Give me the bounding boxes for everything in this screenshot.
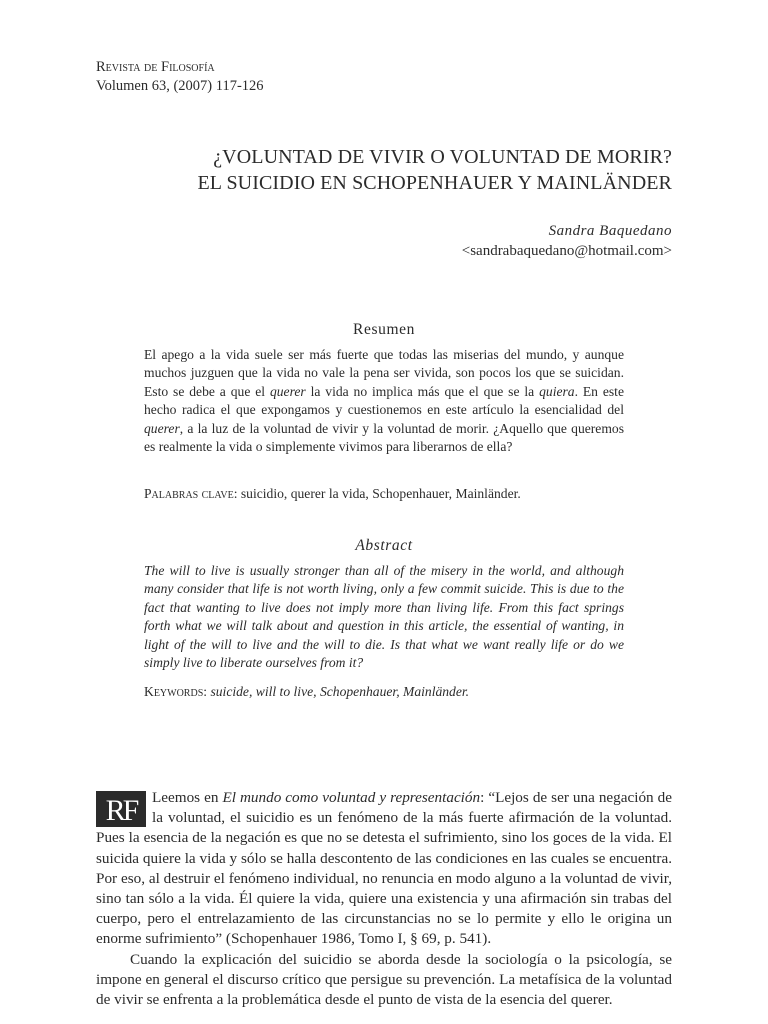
resumen-emphasis-3: querer [144,420,180,436]
title-line-1: ¿VOLUNTAD DE VIVIR O VOLUNTAD DE MORIR? [213,146,672,168]
body-paragraph-1-a: Leemos en [152,789,223,806]
author-name: Sandra Baquedano [548,223,672,239]
resumen-heading: Resumen [353,321,415,338]
article-body [96,788,672,1010]
body-paragraph-2: Cuando la explicación del suicidio se aborda desde la sociología o la psicología, se impone en general el discurso crítico que persigue su prevención. La metafísica de la voluntad de vivir se enfrenta a la problemática desde el punto de vista de la esencia del querer. [96,950,672,1009]
resumen-text-part-2: la vida no implica más que el que se la [305,383,540,399]
body-paragraph-1 [96,788,672,950]
abstract-heading: Abstract [355,537,413,554]
palabras-clave-label: Palabras clave [144,486,234,501]
rf-logo [96,791,146,827]
body-book-title: El mundo como voluntad y representación [222,789,481,806]
palabras-clave [144,485,624,503]
keywords-values: suicide, will to live, Schopenhauer, Mainländer. [210,684,470,699]
journal-name: Revista de Filosofía [96,59,215,75]
resumen-emphasis-2: quiera [539,383,575,399]
keywords-separator: : [203,684,211,699]
journal-volume: Volumen 63, (2007) 117-126 [96,78,264,94]
resumen-emphasis-1: querer [269,383,306,399]
body-paragraph-1-b: : “Lejos de ser una negación de la voluntad, el suicidio es un fenómeno de la más fuerte afirmación de la voluntad. Pues la esencia de la negación es que no se detesta el sufrimiento, sino los goces de la vida. El suicida quiere la vida y sólo se halla descontento de las condiciones en las cuales se encuentra. Por eso, al destruir el fenómeno individual, no renuncia en modo alguno a la voluntad de vivir, sino tan sólo a la vida. Él quiere la vida, quiere una existencia y una afirmación sin trabas del cuerpo, pero el entrelazamiento de las circunstancias no se lo permite y ello le origina un enorme sufrimiento” (Schopenhauer 1986, Tomo I, § 69, p. 541). [96,789,672,948]
palabras-clave-values: : suicidio, querer la vida, Schopenhauer, Mainländer. [233,486,521,501]
keywords [144,683,624,701]
author-block [462,221,672,261]
journal-header [96,58,264,96]
resumen-text-part-4: , a la luz de la voluntad de vivir y la voluntad de morir. ¿Aquello que queremos es realmente la vida o simplemente vivimos para liberarnos de ella? [144,420,624,455]
resumen-text-part-3: . En este hecho radica el que expongamos y cuestionemos en este artículo la esencialidad del [144,383,624,418]
author-email: <sandrabaquedano@hotmail.com> [461,243,672,259]
rf-logo-letters: RF [105,794,137,827]
article-title [96,144,672,196]
resumen-text [144,346,624,456]
abstract-text: The will to live is usually stronger than all of the misery in the world, and although many consider that life is not worth living, only a few commit suicide. This is due to the fact that wanting to live does not imply more than living life. From this fact springs forth what we will talk about and question in this article, the essential of wanting, in light of the will to live and the will to die. Is that what we want really life or do we simply live to liberate ourselves from it? [144,563,624,671]
keywords-label: Keywords [144,684,204,699]
resumen-text-part-1: El apego a la vida suele ser más fuerte que todas las miserias del mundo, y aunque muchos juzguen que la vida no vale la pena ser vivida, son pocos los que se suicidan. Esto se debe a que el [144,347,624,399]
title-line-2: EL SUICIDIO EN SCHOPENHAUER Y MAINLÄNDER [197,172,672,194]
